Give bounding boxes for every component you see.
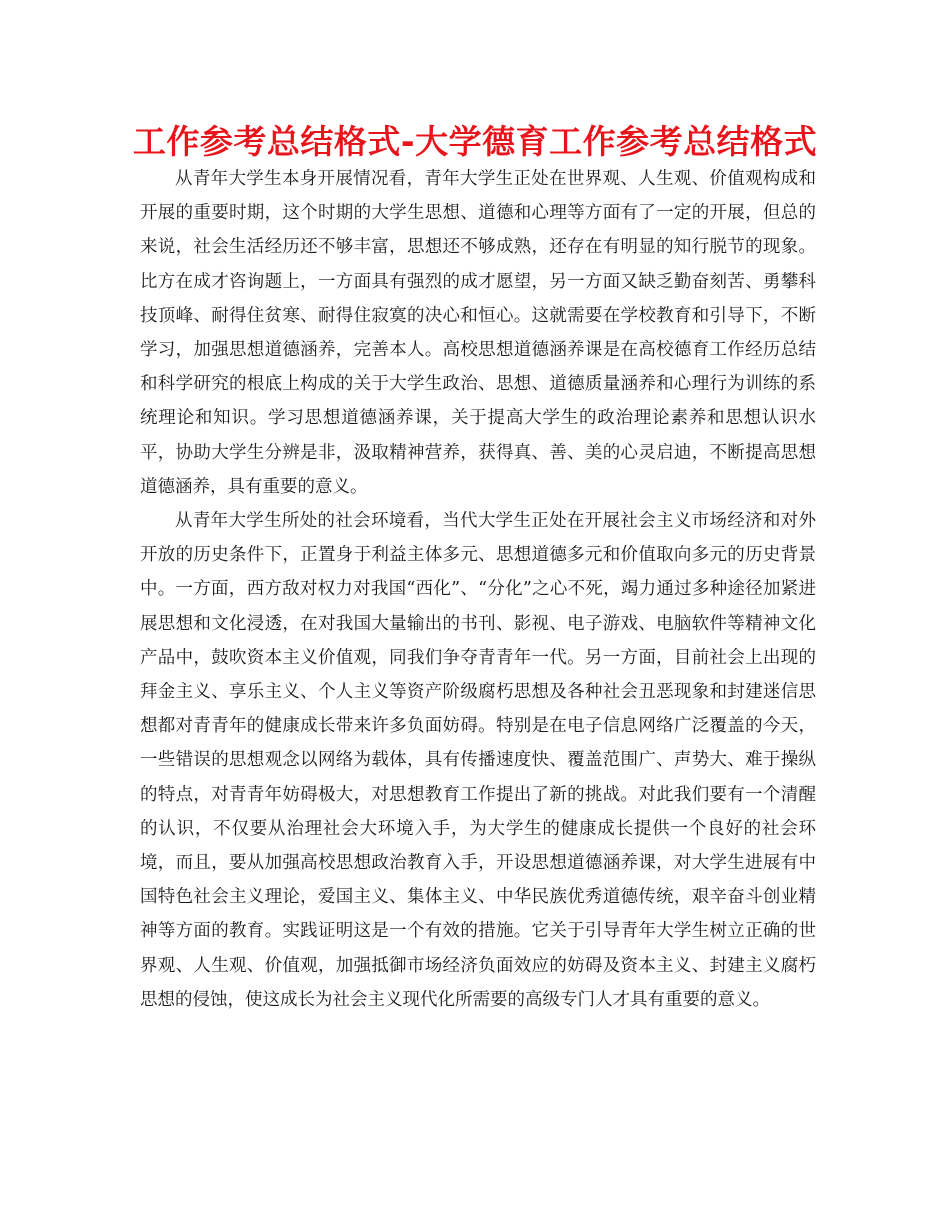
paragraph-2: 从青年大学生所处的社会环境看，当代大学生正处在开展社会主义市场经济和对外开放的历史条件下，正置身于利益主体多元、思想道德多元和价值取向多元的历史背景中。一方面，西方敌对权力对我国“西化”、“分化”之心不死，竭力通过多种途径加紧进展思想和文化浸透，在对我国大量输出的书刊、影视、电子游戏、电脑软件等精神文化产品中，鼓吹资本主义价值观，同我们争夺青青年一代。另一方面，目前社会上出现的拜金主义、享乐主义、个人主义等资产阶级腐朽思想及各种社会丑恶现象和封建迷信思想都对青青年的健康成长带来许多负面妨碍。特别是在电子信息网络广泛覆盖的今天，一些错误的思想观念以网络为载体，具有传播速度快、覆盖范围广、声势大、难于操纵的特点，对青青年妨碍极大，对思想教育工作提出了新的挑战。对此我们要有一个清醒的认识，不仅要从治理社会大环境入手，为大学生的健康成长提供一个良好的社会环境，而且，要从加强高校思想政治教育入手，开设思想道德涵养课，对大学生进展有中国特色社会主义理论，爱国主义、集体主义、中华民族优秀道德传统，艰辛奋斗创业精神等方面的教育。实践证明这是一个有效的措施。它关于引导青年大学生树立正确的世界观、人生观、价值观，加强抵御市场经济负面效应的妨碍及资本主义、封建主义腐朽思想的侵蚀，使这成长为社会主义现代化所需要的高级专门人才具有重要的意义。 (140, 511, 816, 1010)
document-body (140, 162, 816, 1017)
document-title: 工作参考总结格式-大学德育工作参考总结格式 (132, 122, 818, 161)
paragraph-1: 从青年大学生本身开展情况看，青年大学生正处在世界观、人生观、价值观构成和开展的重要时期，这个时期的大学生思想、道德和心理等方面有了一定的开展，但总的来说，社会生活经历还不够丰富，思想还不够成熟，还存在有明显的知行脱节的现象。比方在成才咨询题上，一方面具有强烈的成才愿望，另一方面又缺乏勤奋刻苦、勇攀科技顶峰、耐得住贫寒、耐得住寂寞的决心和恒心。这就需要在学校教育和引导下，不断学习，加强思想道德涵养，完善本人。高校思想道德涵养课是在高校德育工作经历总结和科学研究的根底上构成的关于大学生政治、思想、道德质量涵养和心理行为训练的系统理论和知识。学习思想道德涵养课，关于提高大学生的政治理论素养和思想认识水平，协助大学生分辨是非，汲取精神营养，获得真、善、美的心灵启迪，不断提高思想道德涵养，具有重要的意义。 (140, 169, 816, 497)
